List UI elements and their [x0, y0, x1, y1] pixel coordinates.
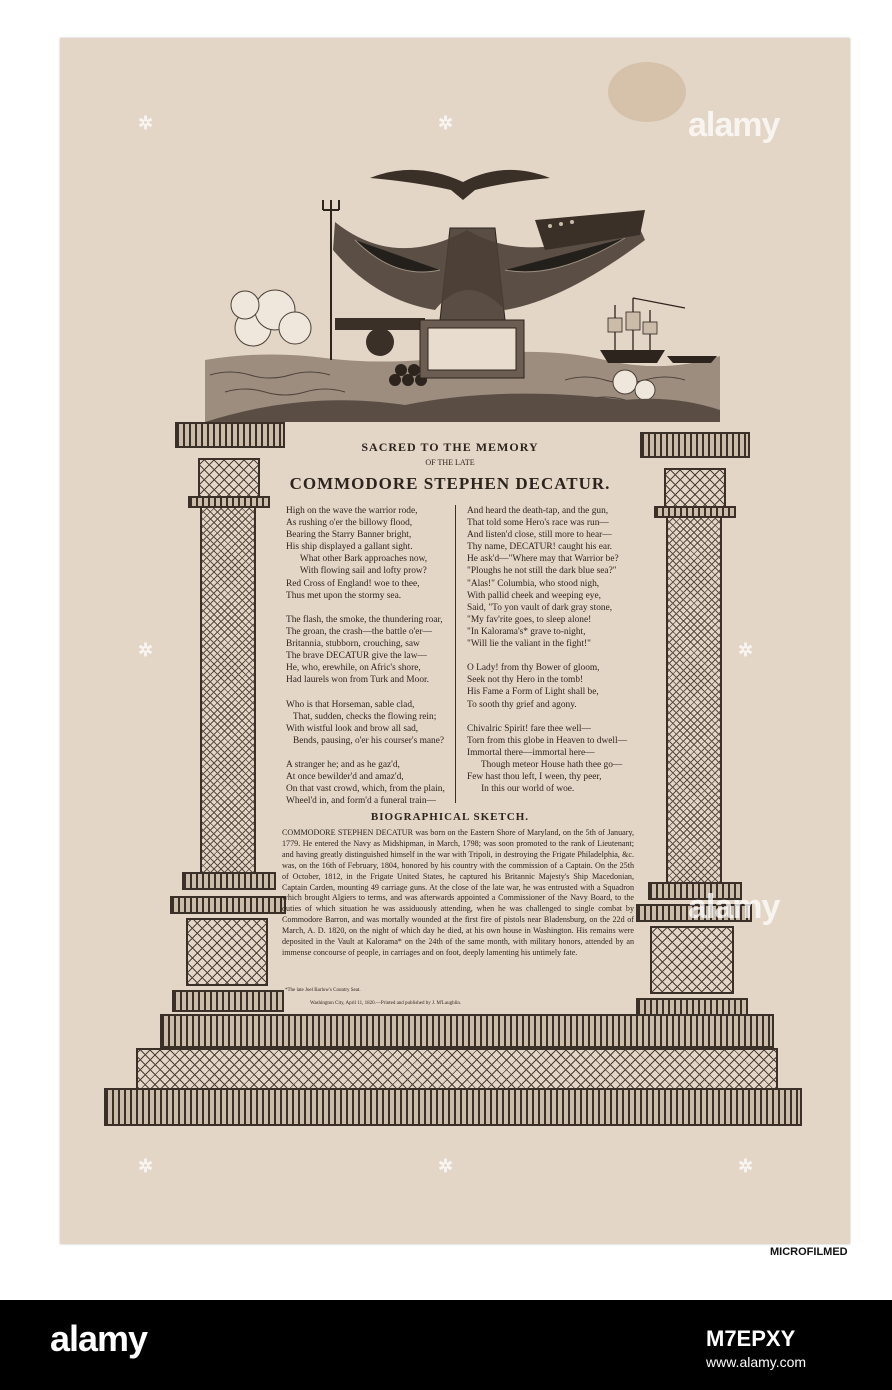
image-code: M7EPXY	[706, 1326, 796, 1351]
watermark-star-icon: ✲	[138, 640, 154, 660]
left-pillar-pedestal	[186, 918, 268, 986]
microfilmed-stamp: MICROFILMED	[770, 1246, 848, 1258]
poem-left-column: High on the wave the warrior rode, As rushing o'er the billowy flood, Bearing the Starry Banner bright, His ship displayed a gallant sight. What other Bark approaches now, With flowing sail and lofty prow? Red Cross of England! woe to thee, Thus met upon the stormy sea. The flash, the smoke, the thundering roar, The groan, the crash—the battle o'er— Britannia, stubborn, crouching, saw The brave DECATUR give the law— He, who, erewhile, on Afric's shore, Had laurels won from Turk and Moor. Who is that Horseman, sable clad, That, sudden, checks the flowing rein; With wistful look and brow all sad, Bends, pausing, o'er his courser's mane? A stranger he; and as he gaz'd, At once bewilder'd and amaz'd, On that vast crowd, which, from the plain, Wheel'd in, and form'd a funeral train—	[286, 506, 445, 807]
watermark-text-top: alamy	[688, 106, 780, 144]
paper-stain	[608, 62, 686, 122]
left-pillar-foot	[172, 990, 284, 1012]
right-pillar-pedestal	[650, 926, 734, 994]
watermark-star-icon: ✲	[138, 1156, 154, 1176]
bio-text: COMMODORE STEPHEN DECATUR was born on the Eastern Shore of Maryland, on the 5th of January, 1779. He entered the Navy as Midshipman, in March, 1798; was soon promoted to the rank of Lieutenant; and having greatly distinguished himself in the war with Tripoli, in destroying the Frigate Philadelphia, &c. was, on the 16th of February, 1804, honored by his country with the commission of a Captain. On the 25th of October, 1812, in the Frigate United States, he captured his Britannic Majesty's Ship Macedonian, Captain Carden, mounting 49 carriage guns. At the close of the late war, he was entrusted with a Squadron which brought Algiers to terms, and was afterwards appointed a Commissioner of the Navy Board, to the duties of which situation he was assiduously attending, when he was challenged to single combat by Commodore Barron, and was mortally wounded at the first fire of pistols near Bladensburg, on the 22d of March, A. D. 1820, on the night of which day he died, at his own house in Washington. His remains were deposited in the Vault at Kalorama* on the 24th of the same month, with military honors, attended by an immense concourse of people, in carriages and on foot, deeply lamenting his untimely fate.	[282, 828, 634, 957]
left-pillar-shaft	[200, 506, 256, 874]
footer-url[interactable]: www.alamy.com	[706, 1354, 807, 1370]
watermark-star-icon: ✲	[738, 640, 754, 660]
left-pillar-plinth-top	[170, 896, 286, 914]
heading-sacred: SACRED TO THE MEMORY	[361, 440, 539, 454]
right-pillar-capital	[640, 432, 750, 458]
right-pillar-shaft	[666, 516, 722, 884]
base-step-bottom	[104, 1088, 802, 1126]
footnote: *The late Joel Barlow's Country Seat.	[285, 988, 361, 993]
bio-heading: BIOGRAPHICAL SKETCH.	[370, 811, 530, 823]
left-pillar-neck	[198, 458, 260, 498]
base-step-middle	[136, 1048, 778, 1090]
heading-commodore: COMMODORE STEPHEN DECATUR.	[289, 474, 611, 493]
watermark-text-bottom: alamy	[688, 888, 780, 926]
left-pillar-base-band	[182, 872, 276, 890]
heading-of-the-late: OF THE LATE	[425, 458, 475, 467]
poem-column-divider	[455, 505, 456, 803]
watermark-star-icon: ✲	[738, 1156, 754, 1176]
poem-right-column: And heard the death-tap, and the gun, That told some Hero's race was run— And listen'd close, still more to hear— Thy name, DECATUR! caught his ear. He ask'd—"Where may that Warrior be? "Ploughs he not still the dark blue sea?" "Alas!" Columbia, who stood nigh, With pallid cheek and weeping eye, Said, "To yon vault of dark gray stone, "My fav'rite goes, to sleep alone! "In Kalorama's* grave to-night, "Will lie the valiant in the fight!" O Lady! from thy Bower of gloom, Seek not thy Hero in the tomb! His Fame a Form of Light shall be, To sooth thy grief and agony. Chivalric Spirit! fare thee well— Torn from this globe in Heaven to dwell— Immortal there—immortal here— Though meteor House hath thee go— Few hast thou left, I ween, thy peer, In this our world of woe.	[467, 506, 627, 795]
watermark-star-icon: ✲	[438, 113, 454, 133]
right-pillar-neck	[664, 468, 726, 508]
base-step-top	[160, 1014, 774, 1048]
imprint: Washington City, April 11, 1820.—Printed and published by J. M'Laughlin.	[310, 1001, 462, 1006]
footer-logo[interactable]: alamy	[50, 1318, 148, 1359]
memorial-engraving	[205, 160, 720, 422]
watermark-star-icon: ✲	[138, 113, 154, 133]
watermark-star-icon: ✲	[438, 1156, 454, 1176]
